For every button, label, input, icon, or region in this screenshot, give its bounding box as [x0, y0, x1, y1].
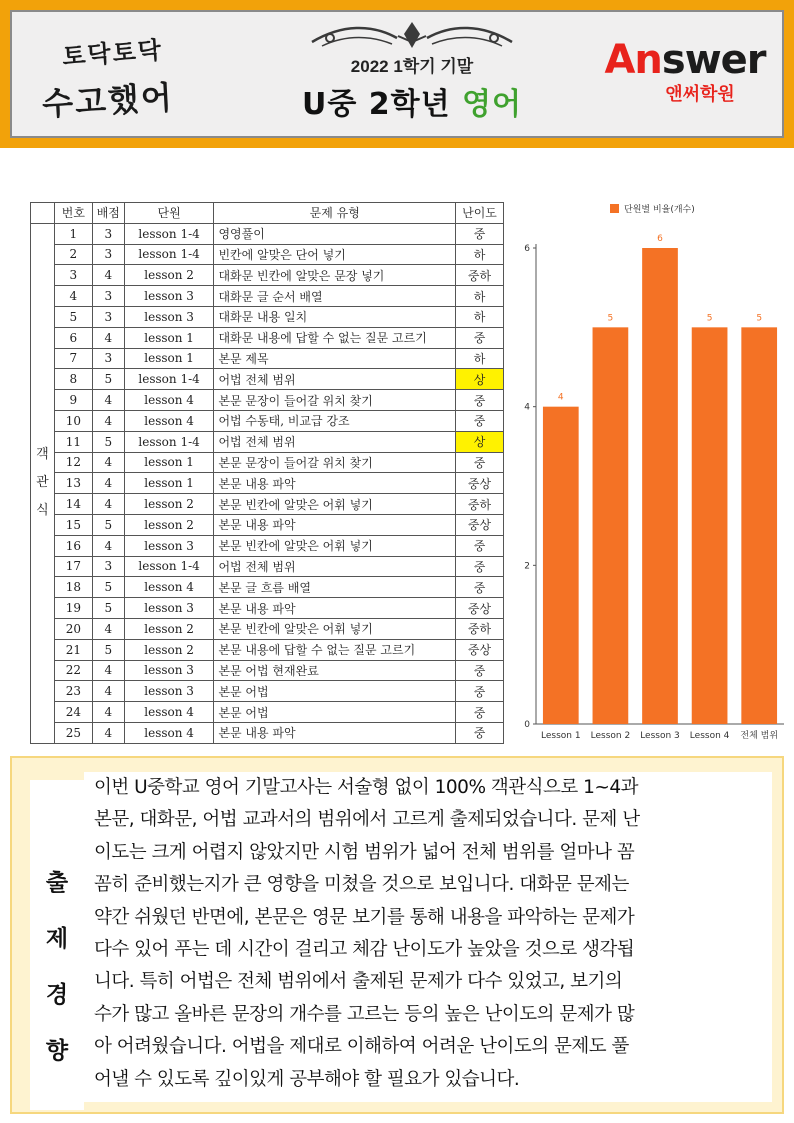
cell-number: 18	[54, 577, 92, 598]
cell-difficulty: 하	[456, 286, 504, 307]
table-row	[31, 327, 504, 348]
cell-unit: lesson 1-4	[124, 223, 214, 244]
page-title-main: U중 2학년	[301, 87, 463, 122]
cell-difficulty: 중	[456, 327, 504, 348]
cell-difficulty: 중하	[456, 494, 504, 515]
cell-unit: lesson 3	[124, 660, 214, 681]
y-tick-label: 2	[524, 561, 530, 572]
legend-label: 단원별 비율(개수)	[624, 205, 695, 215]
cell-question-type: 본문 내용 파악	[214, 722, 456, 743]
legend-swatch	[610, 204, 619, 213]
cell-number: 15	[54, 514, 92, 535]
bar-value-label: 5	[607, 313, 614, 324]
header-question-type: 문제 유형	[214, 203, 456, 224]
table-row	[31, 390, 504, 411]
bar-value-label: 5	[756, 313, 763, 324]
table-row	[31, 577, 504, 598]
brand-left-calligraphy	[42, 26, 202, 126]
cell-points: 5	[92, 577, 124, 598]
cell-question-type: 본문 어법	[214, 702, 456, 723]
x-tick-label: Lesson 3	[640, 731, 680, 741]
trend-label-char: 경	[45, 982, 69, 1008]
table-row	[31, 494, 504, 515]
cell-points: 4	[92, 473, 124, 494]
trend-line: 본문, 대화문, 어법 교과서의 범위에서 고르게 출제되었습니다. 문제 난	[94, 809, 640, 831]
trend-label-char: 향	[45, 1038, 69, 1064]
table-row	[31, 681, 504, 702]
cell-number: 12	[54, 452, 92, 473]
table-body	[31, 223, 504, 743]
cell-points: 5	[92, 639, 124, 660]
cell-question-type: 대화문 내용 일치	[214, 306, 456, 327]
cell-question-type: 어법 전체 범위	[214, 556, 456, 577]
brand-left-line1: 토닥토닥	[61, 34, 164, 71]
cell-unit: lesson 1	[124, 327, 214, 348]
cell-question-type: 본문 내용 파악	[214, 473, 456, 494]
cell-number: 16	[54, 535, 92, 556]
bar	[593, 327, 629, 724]
cell-number: 20	[54, 618, 92, 639]
cell-difficulty: 중	[456, 660, 504, 681]
trend-line: 아 어려웠습니다. 어법을 제대로 이해하여 어려운 난이도의 문제도 풀	[94, 1036, 629, 1058]
bar-chart-svg	[508, 196, 790, 744]
cell-difficulty: 중	[456, 681, 504, 702]
section-label-char: 관	[36, 475, 49, 491]
header-panel	[10, 10, 784, 138]
cell-unit: lesson 4	[124, 410, 214, 431]
cell-difficulty: 중상	[456, 598, 504, 619]
cell-difficulty: 중상	[456, 473, 504, 494]
page-title	[262, 79, 562, 123]
table-row	[31, 556, 504, 577]
cell-unit: lesson 3	[124, 286, 214, 307]
cell-difficulty: 중	[456, 452, 504, 473]
table-row	[31, 286, 504, 307]
table-row	[31, 722, 504, 743]
cell-number: 6	[54, 327, 92, 348]
cell-question-type: 본문 문장이 들어갈 위치 찾기	[214, 390, 456, 411]
cell-difficulty: 중	[456, 722, 504, 743]
cell-number: 17	[54, 556, 92, 577]
cell-unit: lesson 2	[124, 618, 214, 639]
unit-ratio-chart	[508, 196, 790, 744]
cell-question-type: 대화문 글 순서 배열	[214, 286, 456, 307]
cell-question-type: 본문 내용 파악	[214, 514, 456, 535]
cell-points: 5	[92, 514, 124, 535]
cell-difficulty: 상	[456, 431, 504, 452]
cell-question-type: 본문 내용에 답할 수 없는 질문 고르기	[214, 639, 456, 660]
cell-unit: lesson 2	[124, 265, 214, 286]
cell-number: 3	[54, 265, 92, 286]
cell-question-type: 본문 어법	[214, 681, 456, 702]
cell-unit: lesson 3	[124, 681, 214, 702]
cell-unit: lesson 1-4	[124, 431, 214, 452]
cell-number: 24	[54, 702, 92, 723]
cell-unit: lesson 1	[124, 348, 214, 369]
ornament-icon	[302, 20, 522, 52]
cell-unit: lesson 3	[124, 598, 214, 619]
cell-number: 25	[54, 722, 92, 743]
y-tick-label: 6	[524, 244, 530, 254]
cell-points: 4	[92, 452, 124, 473]
cell-difficulty: 중상	[456, 639, 504, 660]
table-row	[31, 306, 504, 327]
trend-label-char: 출	[45, 870, 69, 896]
cell-number: 14	[54, 494, 92, 515]
trend-line: 이번 U중학교 영어 기말고사는 서술형 없이 100% 객관식으로 1~4과	[94, 777, 639, 798]
cell-number: 10	[54, 410, 92, 431]
cell-number: 1	[54, 223, 92, 244]
cell-difficulty: 중하	[456, 265, 504, 286]
trend-label	[30, 780, 84, 1110]
trend-line: 다수 있어 푸는 데 시간이 걸리고 체감 난이도가 높았을 것으로 생각됩	[94, 939, 635, 961]
trend-line: 니다. 특히 어법은 전체 범위에서 출제된 문제가 다수 있었고, 보기의	[94, 971, 623, 993]
cell-points: 3	[92, 348, 124, 369]
bar-value-label: 4	[557, 392, 564, 403]
cell-question-type: 본문 내용 파악	[214, 598, 456, 619]
table-row	[31, 535, 504, 556]
header-blank	[31, 203, 55, 224]
cell-points: 5	[92, 431, 124, 452]
cell-unit: lesson 1-4	[124, 369, 214, 390]
bar	[543, 407, 579, 724]
x-tick-label: Lesson 2	[590, 731, 631, 741]
cell-points: 4	[92, 494, 124, 515]
header-difficulty: 난이도	[456, 203, 504, 224]
table-row	[31, 410, 504, 431]
cell-number: 4	[54, 286, 92, 307]
cell-number: 7	[54, 348, 92, 369]
cell-number: 8	[54, 369, 92, 390]
cell-question-type: 대화문 빈칸에 알맞은 문장 넣기	[214, 265, 456, 286]
cell-unit: lesson 1-4	[124, 244, 214, 265]
table-row	[31, 244, 504, 265]
subtitle: 2022 1학기 기말	[350, 57, 474, 76]
table-row	[31, 348, 504, 369]
cell-question-type: 본문 어법 현재완료	[214, 660, 456, 681]
cell-question-type: 본문 글 흐름 배열	[214, 577, 456, 598]
cell-points: 4	[92, 535, 124, 556]
cell-number: 21	[54, 639, 92, 660]
trend-label-char: 제	[45, 926, 69, 952]
bar-value-label: 5	[706, 313, 713, 324]
cell-points: 4	[92, 681, 124, 702]
table-row	[31, 265, 504, 286]
trend-line: 꼼히 준비했는지가 큰 영향을 미쳤을 것으로 보입니다. 대화문 문제는	[94, 874, 629, 896]
cell-points: 3	[92, 556, 124, 577]
cell-difficulty: 중하	[456, 618, 504, 639]
cell-question-type: 빈칸에 알맞은 단어 넣기	[214, 244, 456, 265]
y-tick-label: 0	[524, 720, 530, 730]
cell-number: 19	[54, 598, 92, 619]
table-row	[31, 223, 504, 244]
cell-difficulty: 상	[456, 369, 504, 390]
cell-points: 5	[92, 598, 124, 619]
trend-line: 어낼 수 있도록 깊이있게 공부해야 할 필요가 있습니다.	[94, 1068, 520, 1090]
page-title-accent: 영어	[462, 87, 523, 122]
cell-question-type: 본문 빈칸에 알맞은 어휘 넣기	[214, 494, 456, 515]
cell-points: 4	[92, 618, 124, 639]
header-number: 번호	[54, 203, 92, 224]
cell-difficulty: 중	[456, 702, 504, 723]
table-row	[31, 452, 504, 473]
cell-points: 3	[92, 286, 124, 307]
bar	[741, 327, 777, 724]
cell-points: 5	[92, 369, 124, 390]
cell-number: 9	[54, 390, 92, 411]
cell-question-type: 어법 전체 범위	[214, 369, 456, 390]
cell-unit: lesson 2	[124, 514, 214, 535]
brand-left-line2: 수고했어	[41, 78, 175, 124]
cell-difficulty: 중	[456, 556, 504, 577]
cell-number: 23	[54, 681, 92, 702]
cell-unit: lesson 2	[124, 494, 214, 515]
bar	[642, 248, 678, 724]
cell-question-type: 어법 수동태, 비교급 강조	[214, 410, 456, 431]
answer-logo-wordmark	[600, 38, 770, 82]
exam-question-table	[30, 202, 504, 744]
y-tick-label: 4	[524, 402, 530, 413]
table-row	[31, 514, 504, 535]
cell-question-type: 영영풀이	[214, 223, 456, 244]
cell-points: 4	[92, 722, 124, 743]
cell-unit: lesson 4	[124, 390, 214, 411]
header-points: 배점	[92, 203, 124, 224]
section-label-char: 객	[36, 447, 49, 463]
cell-difficulty: 하	[456, 348, 504, 369]
x-tick-label: 전체 범위	[740, 731, 779, 741]
trend-line: 약간 쉬웠던 반면에, 본문은 영문 보기를 통해 내용을 파악하는 문제가	[94, 906, 635, 928]
exam-trend-box	[10, 756, 784, 1114]
cell-number: 22	[54, 660, 92, 681]
cell-question-type: 본문 문장이 들어갈 위치 찾기	[214, 452, 456, 473]
cell-points: 3	[92, 244, 124, 265]
header-bar	[0, 0, 794, 148]
cell-unit: lesson 1	[124, 473, 214, 494]
cell-difficulty: 중	[456, 223, 504, 244]
x-tick-label: Lesson 1	[541, 731, 581, 741]
cell-points: 3	[92, 223, 124, 244]
section-label-char: 식	[36, 503, 49, 519]
header-unit: 단원	[124, 203, 214, 224]
table-row	[31, 639, 504, 660]
title-block	[262, 20, 562, 132]
cell-unit: lesson 2	[124, 639, 214, 660]
table-row	[31, 618, 504, 639]
cell-points: 4	[92, 410, 124, 431]
cell-number: 13	[54, 473, 92, 494]
cell-unit: lesson 1-4	[124, 556, 214, 577]
bar	[692, 327, 728, 724]
answer-logo-part-a: An	[604, 37, 662, 83]
cell-points: 4	[92, 327, 124, 348]
cell-number: 5	[54, 306, 92, 327]
cell-difficulty: 중상	[456, 514, 504, 535]
table-row	[31, 660, 504, 681]
cell-unit: lesson 1	[124, 452, 214, 473]
cell-unit: lesson 4	[124, 722, 214, 743]
cell-points: 4	[92, 660, 124, 681]
cell-difficulty: 하	[456, 244, 504, 265]
table-row	[31, 431, 504, 452]
cell-difficulty: 중	[456, 535, 504, 556]
cell-points: 4	[92, 390, 124, 411]
x-tick-label: Lesson 4	[689, 731, 730, 741]
cell-difficulty: 중	[456, 390, 504, 411]
cell-question-type: 본문 빈칸에 알맞은 어휘 넣기	[214, 618, 456, 639]
table-row	[31, 369, 504, 390]
bar-value-label: 6	[657, 234, 663, 244]
cell-question-type: 어법 전체 범위	[214, 431, 456, 452]
table-row	[31, 702, 504, 723]
cell-points: 3	[92, 306, 124, 327]
cell-points: 4	[92, 702, 124, 723]
cell-points: 4	[92, 265, 124, 286]
cell-unit: lesson 3	[124, 535, 214, 556]
cell-question-type: 본문 빈칸에 알맞은 어휘 넣기	[214, 535, 456, 556]
trend-text	[84, 772, 772, 1102]
trend-line: 이도는 크게 어렵지 않았지만 시험 범위가 넓어 전체 범위를 얼마나 꼼	[94, 841, 635, 863]
table-row	[31, 598, 504, 619]
cell-unit: lesson 4	[124, 702, 214, 723]
section-label	[31, 223, 55, 743]
cell-number: 2	[54, 244, 92, 265]
cell-unit: lesson 4	[124, 577, 214, 598]
cell-question-type: 본문 제목	[214, 348, 456, 369]
academy-name: 앤써학원	[665, 84, 735, 105]
cell-difficulty: 중	[456, 410, 504, 431]
cell-difficulty: 중	[456, 577, 504, 598]
cell-unit: lesson 3	[124, 306, 214, 327]
table-header-row	[31, 203, 504, 224]
answer-logo-part-b: swer	[661, 37, 766, 83]
cell-number: 11	[54, 431, 92, 452]
cell-question-type: 대화문 내용에 답할 수 없는 질문 고르기	[214, 327, 456, 348]
answer-logo	[600, 38, 770, 118]
cell-difficulty: 하	[456, 306, 504, 327]
table-row	[31, 473, 504, 494]
trend-line: 수가 많고 올바른 문장의 개수를 고르는 등의 높은 난이도의 문제가 많	[94, 1003, 635, 1025]
